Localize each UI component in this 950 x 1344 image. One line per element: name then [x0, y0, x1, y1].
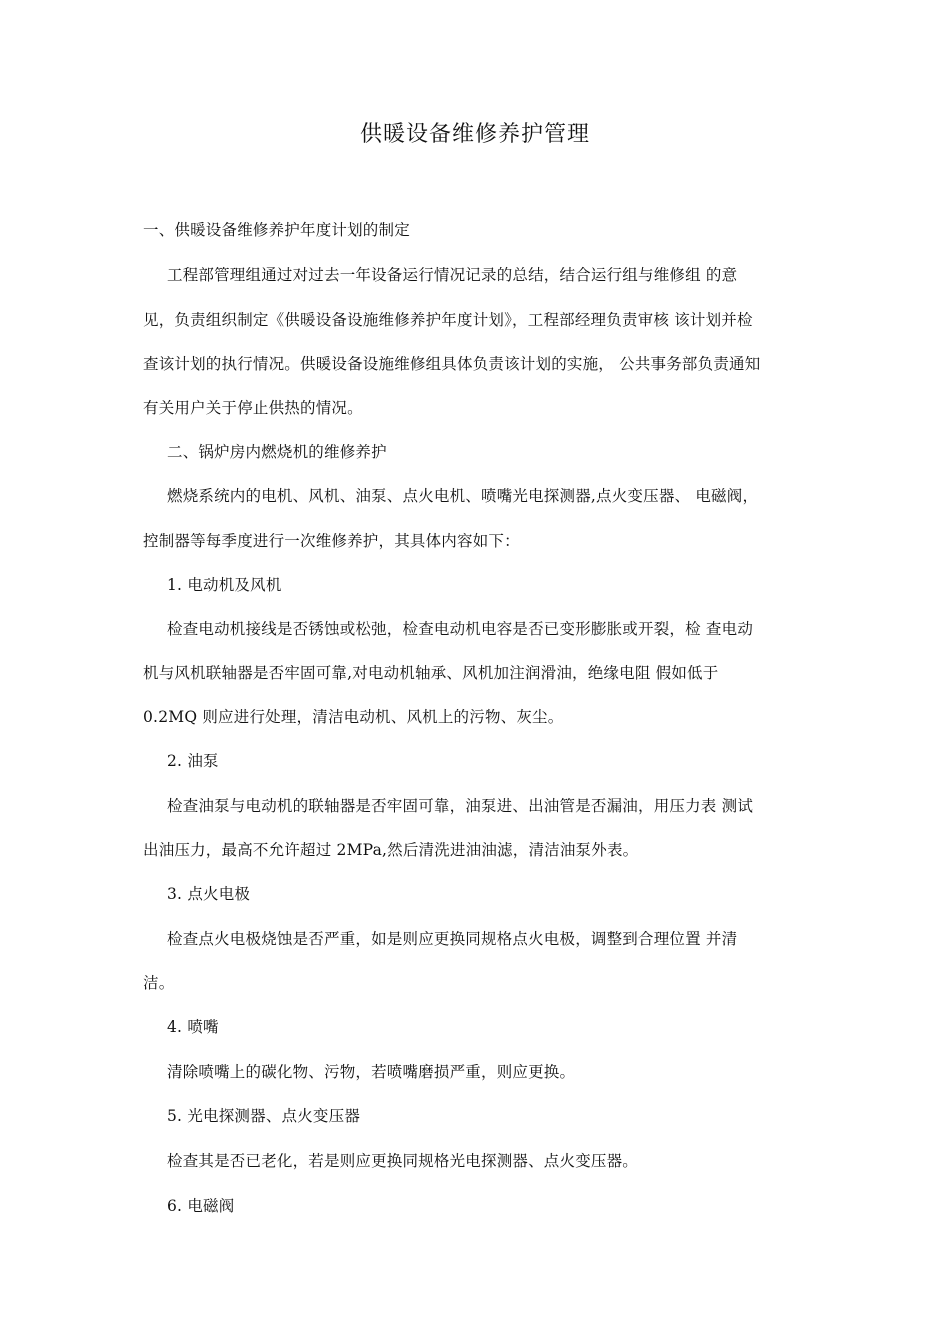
subheading-nozzle: 4. 喷嘴: [167, 1018, 219, 1036]
paragraph-line: 机与风机联轴器是否牢固可靠,对电动机轴承、风机加注润滑油，绝缘电阻 假如低于: [143, 664, 719, 682]
paragraph-line: 检查油泵与电动机的联轴器是否牢固可靠，油泵进、出油管是否漏油，用压力表 测试: [167, 797, 754, 815]
subheading-photoelectric-detector: 5. 光电探测器、点火变压器: [167, 1107, 361, 1125]
paragraph-line: 清除喷嘴上的碳化物、污物，若喷嘴磨损严重，则应更换。: [167, 1063, 576, 1081]
paragraph-line: 洁。: [143, 974, 175, 992]
subheading-ignition-electrode: 3. 点火电极: [167, 885, 251, 903]
paragraph-line: 有关用户关于停止供热的情况。: [143, 399, 363, 417]
paragraph-line: 见，负责组织制定《供暖设备设施维修养护年度计划》，工程部经理负责审核 该计划并检: [143, 311, 753, 329]
paragraph-line: 出油压力，最高不允许超过 2MPa,然后清洗进油油滤，清洁油泵外表。: [143, 841, 639, 859]
paragraph-line: 查该计划的执行情况。供暖设备设施维修组具体负责该计划的实施， 公共事务部负责通知: [143, 355, 761, 373]
section-heading-2: 二、锅炉房内燃烧机的维修养护: [167, 443, 387, 461]
paragraph-line: 检查点火电极烧蚀是否严重，如是则应更换同规格点火电极，调整到合理位置 并清: [167, 930, 738, 948]
paragraph-line: 燃烧系统内的电机、风机、油泵、点火电机、喷嘴光电探测器,点火变压器、 电磁阀，: [167, 487, 759, 505]
subheading-motor-fan: 1. 电动机及风机: [167, 576, 282, 594]
subheading-solenoid-valve: 6. 电磁阀: [167, 1197, 235, 1215]
paragraph-line: 控制器等每季度进行一次维修养护，其具体内容如下：: [143, 532, 520, 550]
paragraph-line: 0.2MQ 则应进行处理，清洁电动机、风机上的污物、灰尘。: [143, 708, 564, 726]
paragraph-line: 检查其是否已老化，若是则应更换同规格光电探测器、点火变压器。: [167, 1152, 639, 1170]
document-title: 供暖设备维修养护管理: [359, 122, 590, 147]
subheading-oil-pump: 2. 油泵: [167, 752, 219, 770]
paragraph-line: 工程部管理组通过对过去一年设备运行情况记录的总结，结合运行组与维修组 的意: [167, 266, 738, 284]
paragraph-line: 检查电动机接线是否锈蚀或松弛，检查电动机电容是否已变形膨胀或开裂，检 查电动: [167, 620, 754, 638]
section-heading-1: 一、供暖设备维修养护年度计划的制定: [143, 221, 410, 239]
